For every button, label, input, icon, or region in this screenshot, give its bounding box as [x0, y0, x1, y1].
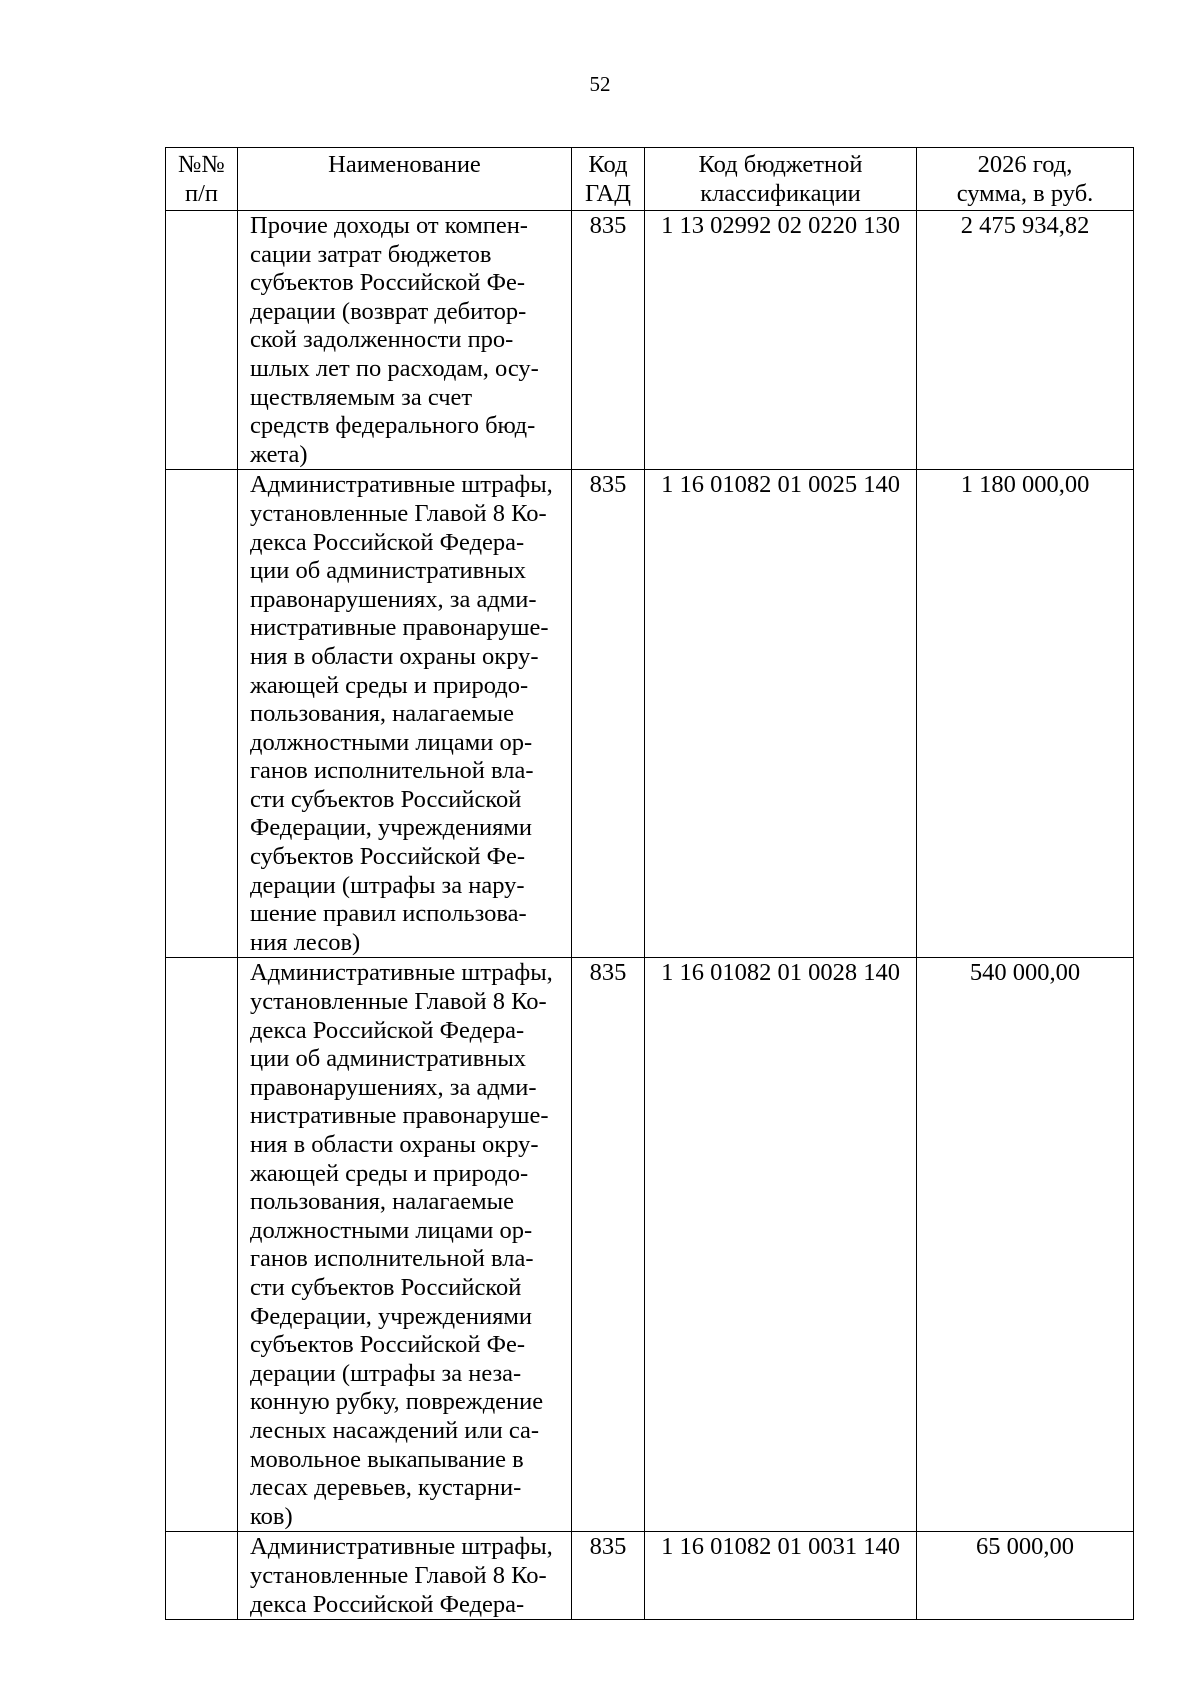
- cell-num: [166, 211, 238, 470]
- table-row: [166, 470, 1134, 958]
- table-row: [166, 1532, 1134, 1620]
- header-gad: [572, 148, 645, 211]
- cell-num: [166, 470, 238, 958]
- cell-gad: 835: [572, 1532, 645, 1620]
- cell-name: Административные штрафы, установленные Главой 8 Ко- декса Российской Федера- ции об административных правонарушениях, за адми- нистративные правонаруше- ния в области охраны окру- жающей среды и природо- пользования, налагаемые должностными лицами ор- ганов исполнительной вла- сти субъектов Российской Федерации, учреждениями субъектов Российской Фе- дерации (штрафы за неза- конную рубку, повреждение лесных насаждений или са- мовольное выкапывание в лесах деревьев, кустарни- ков): [238, 958, 572, 1532]
- cell-kbk: 1 16 01082 01 0031 140: [645, 1532, 917, 1620]
- header-name: [238, 148, 572, 211]
- cell-sum: 65 000,00: [917, 1532, 1134, 1620]
- table-row: [166, 211, 1134, 470]
- cell-kbk: 1 13 02992 02 0220 130: [645, 211, 917, 470]
- header-name-text: Наименование: [328, 151, 481, 178]
- header-kbk-text: Код бюджетной классификации: [698, 151, 863, 207]
- header-num: [166, 148, 238, 211]
- header-kbk: [645, 148, 917, 211]
- budget-table: [165, 147, 1134, 1620]
- cell-name: Прочие доходы от компен- сации затрат бюджетов субъектов Российской Фе- дерации (возврат дебитор- ской задолженности про- шлых лет по расходам, осу- ществляемым за счет средств федерального бюд- жета): [238, 211, 572, 470]
- cell-sum: 1 180 000,00: [917, 470, 1134, 958]
- table-row: [166, 958, 1134, 1532]
- header-sum-text: 2026 год, сумма, в руб.: [956, 151, 1094, 207]
- table-header-row: [166, 148, 1134, 211]
- cell-sum: 540 000,00: [917, 958, 1134, 1532]
- cell-num: [166, 1532, 238, 1620]
- cell-name: Административные штрафы, установленные Главой 8 Ко- декса Российской Федера- ции об административных правонарушениях, за адми- нистративные правонаруше- ния в области охраны окру- жающей среды и природо- пользования, налагаемые должностными лицами ор- ганов исполнительной вла- сти субъектов Российской Федерации, учреждениями субъектов Российской Фе- дерации (штрафы за нару- шение правил использова- ния лесов): [238, 470, 572, 958]
- cell-kbk: 1 16 01082 01 0028 140: [645, 958, 917, 1532]
- cell-gad: 835: [572, 470, 645, 958]
- cell-gad: 835: [572, 958, 645, 1532]
- cell-gad: 835: [572, 211, 645, 470]
- cell-name: Административные штрафы, установленные Главой 8 Ко- декса Российской Федера-: [238, 1532, 572, 1620]
- header-sum: [917, 148, 1134, 211]
- cell-sum: 2 475 934,82: [917, 211, 1134, 470]
- cell-kbk: 1 16 01082 01 0025 140: [645, 470, 917, 958]
- cell-num: [166, 958, 238, 1532]
- page-number: 52: [589, 72, 611, 96]
- header-gad-text: Код ГАД: [585, 151, 631, 207]
- header-num-text: №№ п/п: [178, 151, 225, 207]
